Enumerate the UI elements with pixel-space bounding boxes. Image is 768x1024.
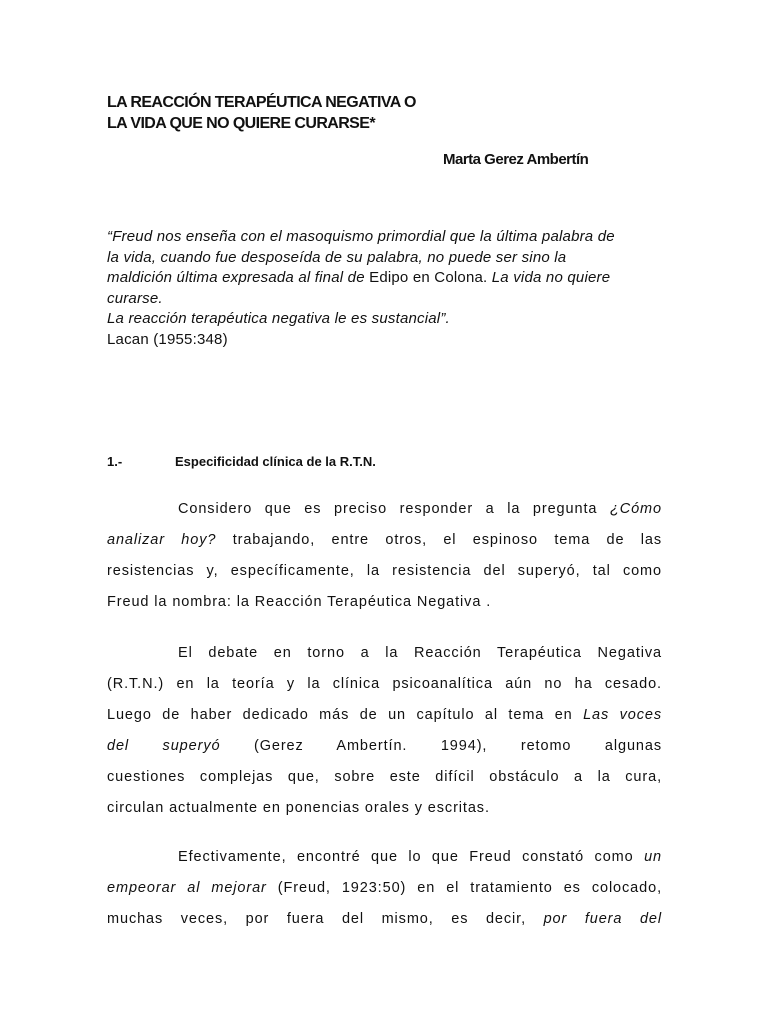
paragraph-3 — [107, 842, 662, 935]
epigraph-line: “Freud nos enseña con el masoquismo primordial que la última palabra de — [107, 228, 615, 245]
text-run: Considero que es preciso responder a la pregunta — [178, 501, 610, 517]
paragraph-line — [107, 731, 662, 762]
paragraph-line — [107, 700, 662, 731]
epigraph-line: la vida, cuando fue desposeída de su palabra, no puede ser sino la — [107, 248, 567, 266]
title-line-2: LA VIDA QUE NO QUIERE CURARSE* — [107, 115, 375, 132]
title-line-1: LA REACCIÓN TERAPÉUTICA NEGATIVA O — [107, 94, 416, 111]
paragraph-line — [107, 873, 662, 904]
epigraph-line: curarse. — [107, 289, 163, 307]
text-run: ¿Cómo — [609, 501, 662, 517]
epigraph-text: Edipo en Colona. — [369, 269, 492, 286]
text-run: Las voces — [583, 707, 662, 723]
epigraph-text: maldición última expresada al final de — [107, 269, 370, 286]
epigraph-line: La reacción terapéutica negativa le es sustancial”. — [107, 310, 450, 327]
text-run: empeorar al mejorar — [107, 880, 267, 896]
paragraph-line — [107, 842, 662, 873]
paragraph-line: cuestiones complejas que, sobre este difícil obstáculo a la cura, — [107, 769, 662, 785]
paragraph-line: resistencias y, específicamente, la resistencia del superyó, tal como — [107, 563, 662, 579]
paragraph-line — [107, 525, 662, 556]
text-run: un — [644, 849, 662, 865]
paragraph-line — [107, 494, 662, 525]
text-run: Efectivamente, encontré que lo que Freud constató como — [178, 849, 645, 865]
section-title: Especificidad clínica de la R.T.N. — [175, 454, 376, 469]
text-run: muchas veces, por fuera del mismo, es decir, — [107, 911, 544, 927]
epigraph-quote — [107, 227, 667, 350]
paragraph-line: circulan actualmente en ponencias orales y escritas. — [107, 800, 490, 816]
text-run: (Freud, 1923:50) en el tratamiento es colocado, — [266, 880, 662, 896]
paragraph-line — [107, 904, 662, 935]
document-title — [107, 92, 527, 134]
paragraph-line: El debate en torno a la Reacción Terapéutica Negativa — [178, 645, 662, 661]
paragraph-1 — [107, 494, 662, 618]
paragraph-line: Freud la nombra: la Reacción Terapéutica Negativa . — [107, 594, 492, 610]
text-run: Luego de haber dedicado más de un capítulo al tema en — [107, 707, 584, 723]
text-run: (Gerez Ambertín. 1994), retomo algunas — [220, 738, 662, 754]
text-run: por fuera del — [543, 911, 662, 927]
epigraph-line — [107, 268, 667, 289]
section-number: 1.- — [107, 454, 123, 469]
paragraph-2 — [107, 638, 662, 824]
text-run: trabajando, entre otros, el espinoso tema de las — [216, 532, 662, 548]
text-run: analizar hoy? — [107, 532, 217, 548]
paragraph-line: (R.T.N.) en la teoría y la clínica psicoanalítica aún no ha cesado. — [107, 676, 662, 692]
epigraph-citation: Lacan (1955:348) — [107, 330, 228, 348]
epigraph-text: La vida no quiere — [491, 269, 611, 286]
author-name: Marta Gerez Ambertín — [443, 151, 589, 168]
section-heading — [107, 454, 376, 469]
text-run: del superyó — [107, 738, 221, 754]
